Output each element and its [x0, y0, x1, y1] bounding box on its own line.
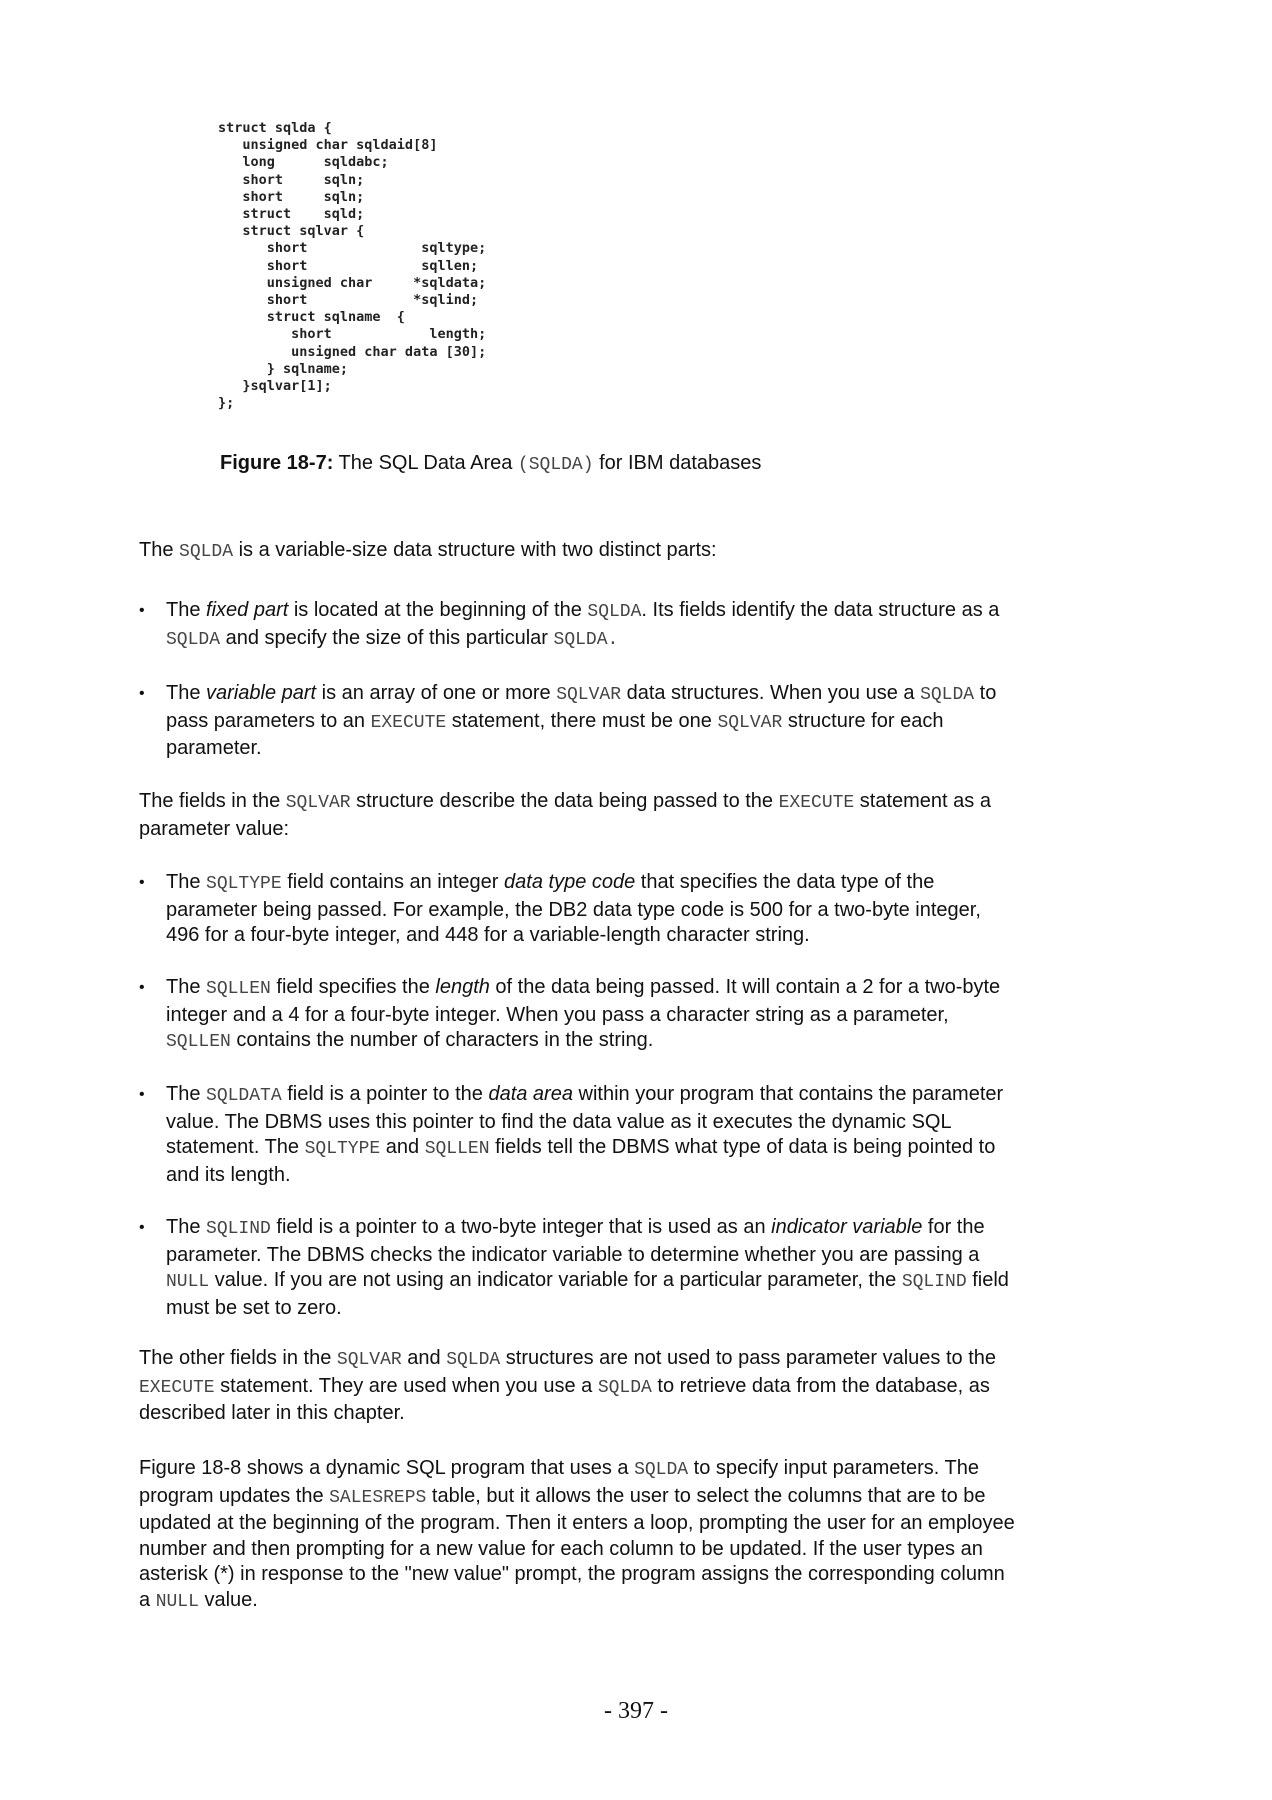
text-run: fields tell the DBMS what type of data is being pointed to and its length. — [166, 1136, 996, 1186]
paragraph — [139, 1456, 1019, 1616]
text-run: structures are not used to pass parameter values to the — [500, 1347, 997, 1369]
bullet-item — [139, 598, 1019, 653]
figure-caption — [220, 452, 761, 475]
inline-code: SQLLEN — [166, 1032, 231, 1053]
text-run: The other fields in the — [139, 1347, 337, 1369]
inline-code: SQLVAR — [556, 685, 622, 705]
text-run: within your program that contains the parameter value. The DBMS uses this pointer to find the data value as it executes the dynamic SQL statement. The — [166, 1083, 1004, 1159]
emphasis: fixed part — [206, 599, 289, 621]
inline-code: SQLDA — [920, 685, 975, 705]
text-run: The — [139, 539, 180, 561]
code-line: struct sqlvar { — [218, 223, 365, 240]
bullet-text — [166, 681, 1016, 762]
code-line: short sqln; — [218, 171, 365, 188]
bullet-item — [139, 1215, 1019, 1321]
emphasis: length — [435, 976, 490, 998]
inline-code: SQLVAR — [285, 793, 351, 813]
inline-code: SQLDA — [179, 542, 234, 562]
text-run: to pass parameters to an — [166, 682, 997, 732]
bullet-text — [166, 870, 1016, 949]
text-run: data structures. When you use a — [621, 682, 921, 704]
caption-code: (SQLDA) — [517, 455, 594, 475]
inline-code: SQLDATA — [206, 1086, 282, 1106]
inline-code: SQLVAR — [336, 1350, 402, 1370]
inline-code: SALESREPS — [329, 1487, 427, 1508]
text-run: The — [166, 1083, 207, 1105]
paragraph — [139, 538, 1019, 566]
text-run: for the parameter. The DBMS checks the indicator variable to determine whether you are passing a — [166, 1216, 985, 1266]
inline-code: SQLIND — [901, 1272, 967, 1293]
caption-text-before: The SQL Data Area — [333, 452, 518, 474]
inline-code: EXECUTE — [139, 1377, 215, 1398]
text-run: and specify the size of this particular — [220, 626, 554, 649]
code-line: short sqln; — [218, 188, 365, 205]
text-run: value. If you are not using an indicator variable for a particular parameter, the — [209, 1269, 902, 1292]
text-run: that specifies the data type of the parameter being passed. For example, the DB2 data type code is 500 for a two-byte integer, 496 for a four-byte integer, and 448 for a variable-length character string. — [166, 871, 981, 947]
inline-code: SQLLEN — [424, 1139, 490, 1160]
emphasis: data type code — [504, 871, 636, 893]
inline-code: NULL — [166, 1272, 210, 1293]
text-run: and — [380, 1136, 425, 1159]
bullet-text — [166, 1215, 1016, 1321]
text-run: is a variable-size data structure with two distinct parts: — [233, 539, 717, 561]
sqlda-code-listing — [218, 120, 486, 412]
bullet-item — [139, 975, 1019, 1056]
inline-code: SQLDA. — [553, 629, 619, 650]
inline-code: SQLDA — [166, 629, 221, 650]
code-line: }sqlvar[1]; — [218, 378, 332, 395]
code-line: unsigned char sqldaid[8] — [218, 137, 438, 154]
text-run: The — [166, 976, 207, 998]
bullet-item — [139, 870, 1019, 949]
bullet-item — [139, 1082, 1019, 1188]
text-run: value. — [198, 1588, 258, 1611]
emphasis: data area — [488, 1083, 573, 1105]
text-run: The — [166, 1216, 207, 1238]
inline-code: SQLDA — [446, 1350, 501, 1370]
inline-code: SQLIND — [206, 1219, 271, 1239]
code-line: unsigned char data [30]; — [218, 343, 487, 360]
code-line: unsigned char *sqldata; — [218, 274, 487, 291]
text-run: field contains an integer — [281, 871, 505, 893]
bullet-text — [166, 975, 1016, 1056]
text-run: of the data being passed. It will contain a 2 for a two-byte integer and a 4 for a four-byte integer. When you pass a character string as a parameter, — [166, 976, 1001, 1026]
inline-code: SQLDA — [634, 1460, 689, 1480]
text-run: The — [166, 599, 207, 621]
text-run: field must be set to zero. — [166, 1269, 1009, 1319]
emphasis: variable part — [206, 682, 317, 704]
code-line: short sqllen; — [218, 257, 479, 274]
inline-code: EXECUTE — [778, 793, 855, 813]
text-run: statement. They are used when you use a — [214, 1374, 598, 1397]
text-run: table, but it allows the user to select the columns that are to be updated at the beginning of the program. Then it enters a loop, prompting the user for an employee number and then prompting for a new value for each column to be updated. If the user types an asterisk (*) in response to the "new value" prompt, the program assigns the corresponding column a — [139, 1484, 1015, 1611]
inline-code: SQLLEN — [206, 979, 271, 999]
text-run: and — [401, 1347, 447, 1369]
text-run: to specify input parameters. The program updates the — [139, 1457, 979, 1507]
page-number: - 397 - — [604, 1698, 668, 1724]
code-line: } sqlname; — [218, 360, 349, 377]
text-run: . Its fields identify the data structure as a — [641, 599, 1000, 621]
text-run: The fields in the — [139, 790, 286, 812]
text-run: structure for each parameter. — [166, 709, 944, 760]
paragraph — [139, 1346, 1019, 1427]
emphasis: indicator variable — [771, 1216, 923, 1238]
text-run: Figure 18-8 shows a dynamic SQL program that uses a — [139, 1457, 635, 1479]
text-run: statement as a parameter value: — [139, 790, 991, 840]
inline-code: NULL — [155, 1591, 199, 1612]
text-run: to retrieve data from the database, as described later in this chapter. — [139, 1374, 990, 1425]
code-line: long sqldabc; — [218, 154, 389, 171]
paragraph — [139, 789, 1019, 842]
text-run: is located at the beginning of the — [288, 599, 588, 621]
bullet-dot: • — [139, 874, 145, 891]
text-run: field specifies the — [270, 976, 436, 998]
code-line: struct sqld; — [218, 206, 365, 223]
text-run: is an array of one or more — [316, 682, 557, 704]
bullet-item — [139, 681, 1019, 762]
code-line: short sqltype; — [218, 240, 487, 257]
inline-code: SQLVAR — [717, 712, 783, 733]
bullet-dot: • — [139, 979, 145, 996]
inline-code: SQLTYPE — [304, 1139, 381, 1160]
inline-code: SQLDA — [587, 602, 642, 622]
text-run: field is a pointer to the — [281, 1083, 489, 1105]
inline-code: SQLTYPE — [206, 874, 282, 894]
code-line: struct sqlname { — [218, 309, 405, 326]
code-line: short length; — [218, 326, 487, 343]
bullet-text — [166, 1082, 1016, 1188]
figure-label: Figure 18-7: — [220, 452, 334, 474]
inline-code: SQLDA — [597, 1377, 652, 1398]
text-run: contains the number of characters in the string. — [230, 1029, 654, 1052]
bullet-text — [166, 598, 1016, 653]
text-run: The — [166, 871, 207, 893]
code-line: }; — [218, 395, 235, 412]
code-line: struct sqlda { — [218, 120, 332, 136]
bullet-dot: • — [139, 1219, 145, 1236]
bullet-dot: • — [139, 1086, 145, 1103]
text-run: The — [166, 682, 207, 704]
bullet-dot: • — [139, 602, 145, 619]
caption-text-after: for IBM databases — [593, 452, 762, 474]
code-line: short *sqlind; — [218, 292, 479, 309]
bullet-dot: • — [139, 685, 145, 702]
text-run: statement, there must be one — [446, 709, 718, 732]
text-run: structure describe the data being passed to the — [350, 790, 779, 812]
inline-code: EXECUTE — [370, 712, 447, 733]
text-run: field is a pointer to a two-byte integer that is used as an — [270, 1216, 772, 1238]
